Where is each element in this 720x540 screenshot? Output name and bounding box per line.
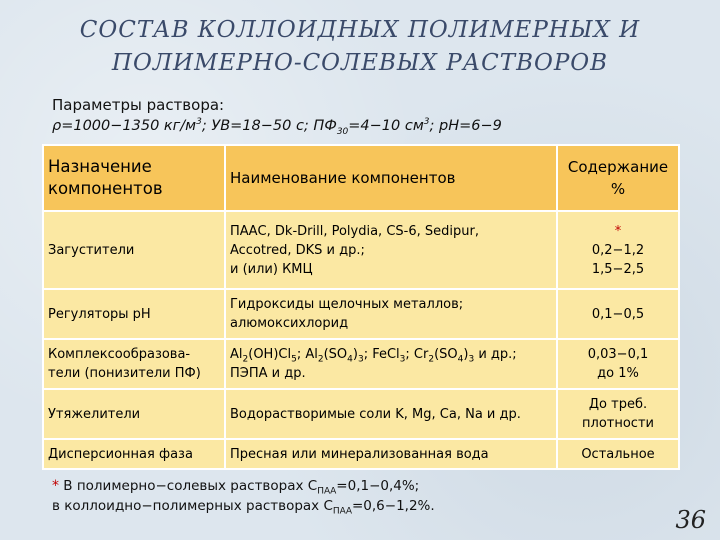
formula-part: ; Al	[296, 347, 318, 362]
row-content	[557, 389, 679, 439]
header-content: Содержание %	[557, 145, 679, 211]
param-density-exp: 3	[196, 117, 202, 128]
row-content-line: плотности	[582, 416, 654, 431]
header-purpose: Назначение компонентов	[43, 145, 225, 211]
formula-part: )	[352, 347, 358, 362]
row-content-line: до 1%	[597, 366, 639, 381]
row-purpose: Регуляторы рН	[43, 289, 225, 339]
row-content-line: 1,5−2,5	[591, 261, 645, 277]
param-ph: ; рН=6−9	[429, 118, 502, 134]
param-filtration-exp: 3	[423, 117, 430, 128]
row-content	[557, 211, 679, 289]
table-row	[43, 289, 679, 339]
row-content: Остальное	[557, 439, 679, 469]
formula-sub: 2	[428, 354, 435, 365]
row-purpose: Утяжелители	[43, 389, 225, 439]
formula-part: (SO	[434, 347, 458, 362]
row-name-line: алюмоксихлорид	[230, 316, 349, 331]
formula-sub: 2	[242, 354, 249, 365]
formula-sub: 2	[317, 354, 324, 365]
footnote-text: =0,1−0,4%;	[336, 478, 420, 494]
row-name: Водорастворимые соли K, Mg, Ca, Na и др.	[225, 389, 557, 439]
row-name-line	[230, 345, 552, 364]
formula-part: и др.;	[474, 347, 517, 362]
asterisk-mark: *	[52, 478, 59, 494]
table-row	[43, 439, 679, 469]
row-name	[225, 211, 557, 289]
row-name-line: ПААС, Dk-Drill, Polydia, CS-6, Sedipur,	[230, 223, 479, 239]
title-line-1: СОСТАВ КОЛЛОИДНЫХ ПОЛИМЕРНЫХ И	[79, 17, 641, 43]
formula-sub: 3	[468, 354, 475, 365]
formula-part: )	[463, 347, 469, 362]
formula-part: ; Cr	[405, 347, 429, 362]
row-purpose: Дисперсионная фаза	[43, 439, 225, 469]
parameters-label: Параметры раствора:	[52, 96, 225, 114]
footnote	[52, 476, 435, 516]
row-name: Пресная или минерализованная вода	[225, 439, 557, 469]
formula-sub: 4	[457, 354, 464, 365]
asterisk-mark: *	[614, 223, 622, 239]
page-number: 36	[675, 506, 706, 534]
row-purpose	[43, 339, 225, 389]
row-name	[225, 289, 557, 339]
formula-sub: 4	[347, 354, 353, 365]
table-row	[43, 211, 679, 289]
header-name: Наименование компонентов	[225, 145, 557, 211]
row-name-line: ПЭПА и др.	[230, 366, 306, 381]
row-content-line: 0,03−0,1	[587, 347, 649, 362]
table-row	[43, 339, 679, 389]
row-content	[557, 339, 679, 389]
formula-part: ; FeCl	[363, 347, 400, 362]
footnote-text: В полимерно−солевых растворах С	[59, 478, 318, 494]
row-purpose-line: тели (понизители ПФ)	[48, 366, 201, 381]
table-header-row	[43, 145, 679, 211]
formula-sub: 5	[291, 354, 297, 365]
row-purpose: Загустители	[43, 211, 225, 289]
composition-table	[42, 144, 680, 470]
param-filtration-sub: 30	[336, 126, 349, 137]
formula-part: (SO	[323, 347, 348, 362]
formula-sub: 3	[399, 354, 406, 365]
row-name-line: Accotred, DKS и др.;	[230, 242, 365, 258]
param-filtration: =4−10 см	[348, 118, 424, 134]
formula-part: (OH)Cl	[248, 347, 292, 362]
table-row	[43, 389, 679, 439]
footnote-text: в коллоидно−полимерных растворах С	[52, 498, 333, 514]
param-density: ρ=1000−1350 кг/м	[52, 118, 197, 134]
row-content-line: 0,2−1,2	[591, 242, 645, 258]
solution-parameters	[52, 96, 502, 137]
formula-sub: 3	[357, 354, 364, 365]
param-viscosity: ; УВ=18−50 с; ПФ	[201, 118, 337, 134]
formula-part: Al	[230, 347, 243, 362]
footnote-line-1	[52, 476, 435, 496]
row-name-line: и (или) КМЦ	[230, 261, 313, 277]
row-purpose-line: Комплексообразова-	[48, 347, 191, 362]
title-line-2: ПОЛИМЕРНО-СОЛЕВЫХ РАСТВОРОВ	[111, 50, 609, 76]
footnote-text: =0,6−1,2%.	[351, 498, 435, 514]
footnote-sub: ПАА	[332, 506, 352, 517]
slide-title	[0, 14, 720, 80]
footnote-sub: ПАА	[317, 486, 337, 497]
row-name	[225, 339, 557, 389]
row-content: 0,1−0,5	[557, 289, 679, 339]
row-name-line: Гидроксиды щелочных металлов;	[230, 297, 464, 312]
parameters-values	[52, 117, 502, 137]
footnote-line-2	[52, 496, 435, 516]
row-content-line: До треб.	[588, 397, 648, 412]
